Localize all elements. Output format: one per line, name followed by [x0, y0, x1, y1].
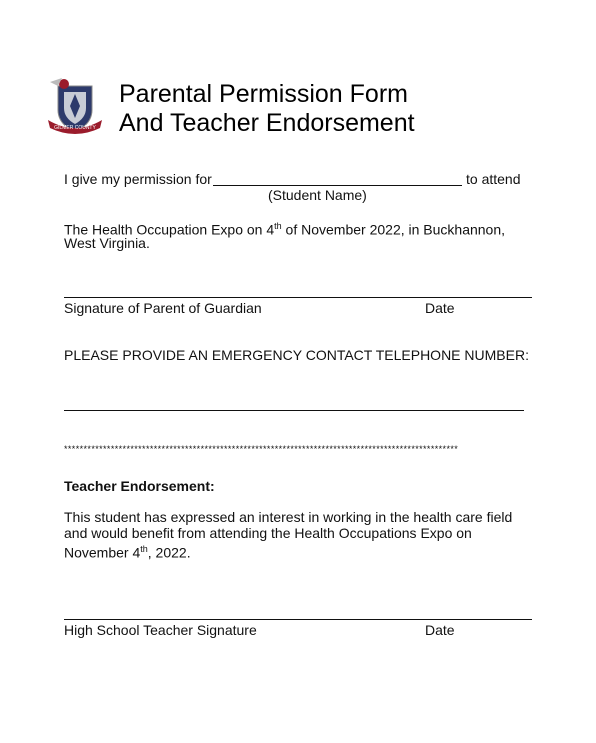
parent-signature-label: Signature of Parent of Guardian [64, 300, 262, 316]
parent-signature-field[interactable] [64, 297, 532, 298]
permission-prefix: I give my permission for [64, 171, 212, 187]
title-line-2: And Teacher Endorsement [119, 109, 415, 137]
teacher-date-label: Date [425, 622, 455, 638]
form-title [119, 80, 415, 138]
emergency-phone-field[interactable] [64, 410, 524, 411]
star-separator: ***************************************************************************************************** [64, 444, 459, 454]
title-line-1: Parental Permission Form [119, 80, 408, 108]
school-crest-logo [44, 76, 106, 138]
expo-text-part2: of November 2022, in Buckhannon, [281, 221, 506, 238]
teacher-signature-field[interactable] [64, 619, 532, 620]
teacher-text-line3 [64, 541, 191, 562]
teacher-text-line3-part1: November 4 [64, 544, 141, 561]
expo-text-sup: th [274, 221, 282, 231]
logo-text: GILMER COUNTY [54, 125, 96, 131]
parent-date-label: Date [425, 300, 455, 316]
teacher-text-line1: This student has expressed an interest in working in the health care field [64, 509, 513, 525]
teacher-signature-label: High School Teacher Signature [64, 622, 257, 638]
emergency-contact-label: PLEASE PROVIDE AN EMERGENCY CONTACT TELEPHONE NUMBER: [64, 347, 529, 363]
teacher-text-line2: and would benefit from attending the Health Occupations Expo on [64, 525, 472, 541]
student-name-caption: (Student Name) [268, 187, 367, 203]
teacher-endorsement-heading: Teacher Endorsement: [64, 478, 215, 494]
permission-suffix: to attend [466, 171, 521, 187]
expo-text-part1: The Health Occupation Expo on 4 [64, 221, 275, 238]
student-name-field[interactable] [213, 185, 462, 186]
teacher-text-line3-sup: th [140, 544, 148, 554]
expo-text-line2: West Virginia. [64, 235, 150, 251]
teacher-text-line3-part2: , 2022. [147, 544, 191, 561]
